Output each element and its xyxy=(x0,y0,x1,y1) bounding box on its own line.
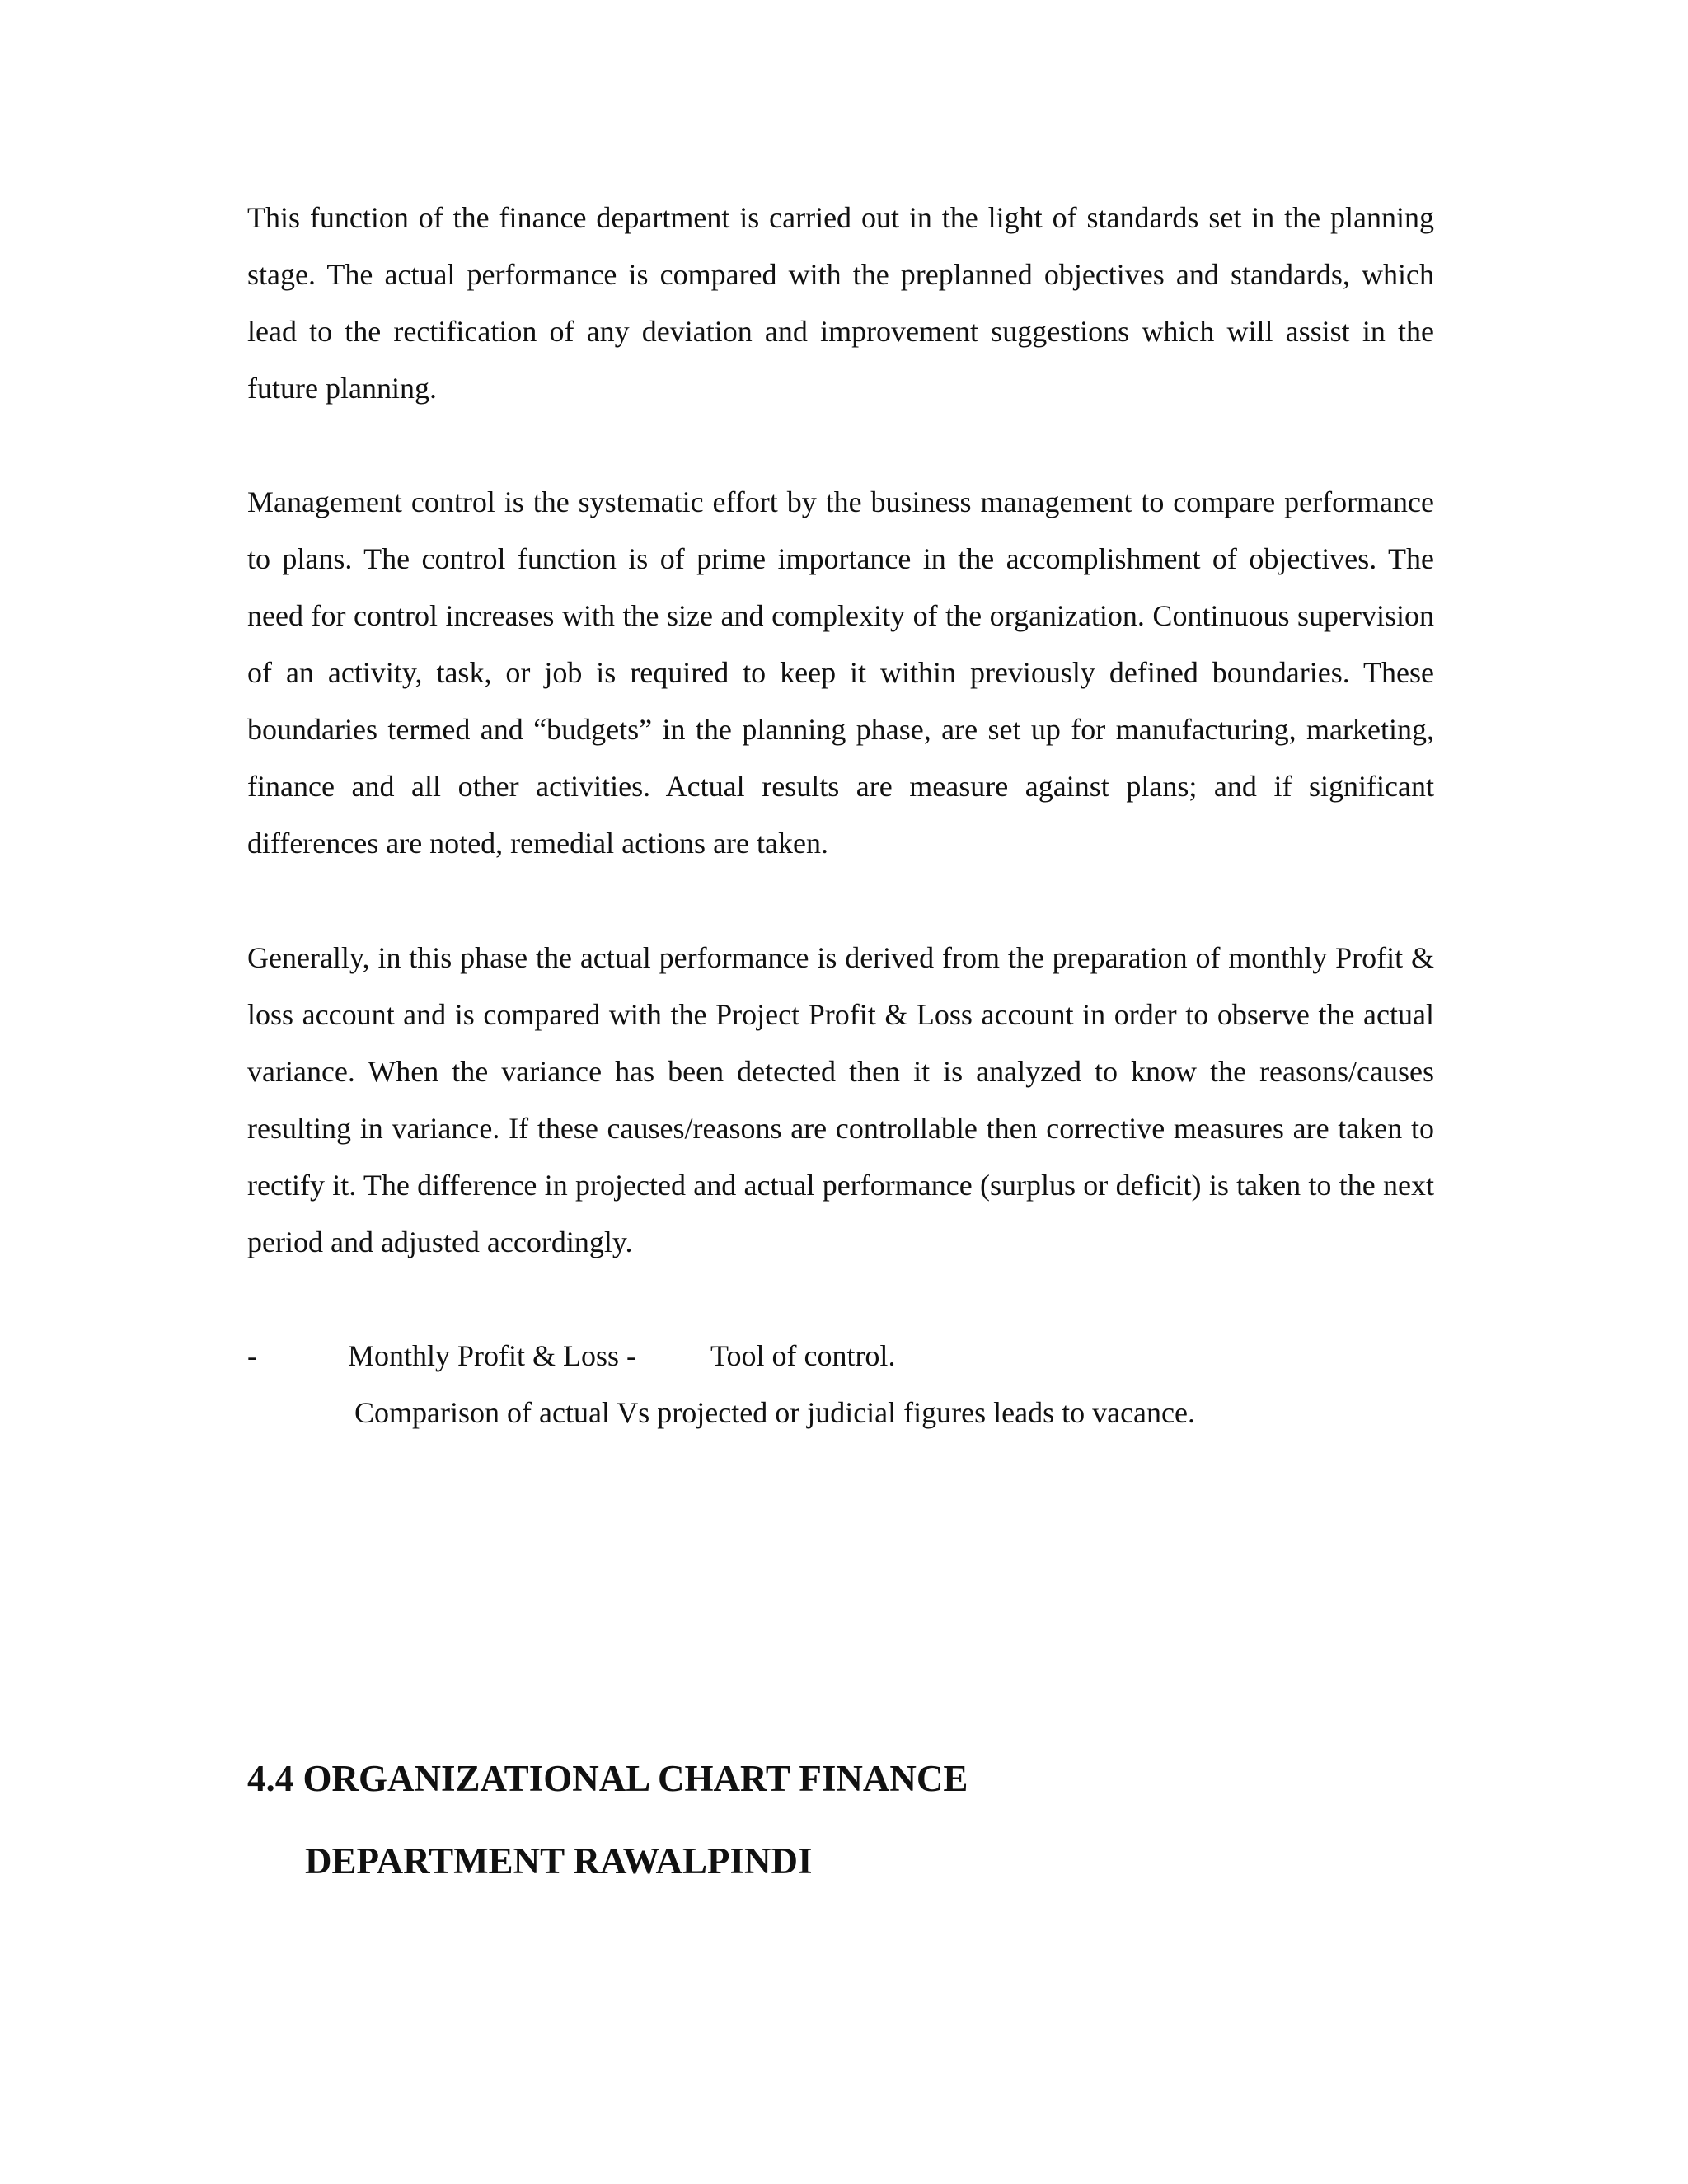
section-heading-line-1: 4.4 ORGANIZATIONAL CHART FINANCE xyxy=(247,1758,968,1799)
bullet-item-monthly-profit-loss xyxy=(247,1328,1434,1385)
paragraph-actual-performance: Generally, in this phase the actual performance is derived from the preparation of monthly Profit & loss account and is compared with the Project Profit & Loss account in order to observe the actual variance. When the variance has been detected then it is analyzed to know the reasons/causes resulting in variance. If these causes/reasons are controllable then corrective measures are taken to rectify it. The difference in projected and actual performance (surplus or deficit) is taken to the next period and adjusted accordingly. xyxy=(247,941,1434,1258)
paragraph-management-control: Management control is the systematic effort by the business management to compare performance to plans. The control function is of prime importance in the accomplishment of objectives. The need for control increases with the size and complexity of the organization. Continuous supervision of an activity, task, or job is required to keep it within previously defined boundaries. These boundaries termed and “budgets” in the planning phase, are set up for manufacturing, marketing, finance and all other activities. Actual results are measure against plans; and if significant differences are noted, remedial actions are taken. xyxy=(247,485,1434,860)
paragraph-control-function: This function of the finance department is carried out in the light of standards set in the planning stage. The actual performance is compared with the preplanned objectives and standards, which lead to the rectification of any deviation and improvement suggestions which will assist in the future planning. xyxy=(247,201,1434,405)
section-heading-line-2: DEPARTMENT RAWALPINDI xyxy=(305,1840,813,1882)
bullet-subline: Comparison of actual Vs projected or judicial figures leads to vacance. xyxy=(354,1396,1195,1429)
bullet-term: Monthly Profit & Loss - xyxy=(348,1339,637,1372)
bullet-marker: - xyxy=(247,1339,257,1372)
bullet-description: Tool of control. xyxy=(710,1339,896,1372)
